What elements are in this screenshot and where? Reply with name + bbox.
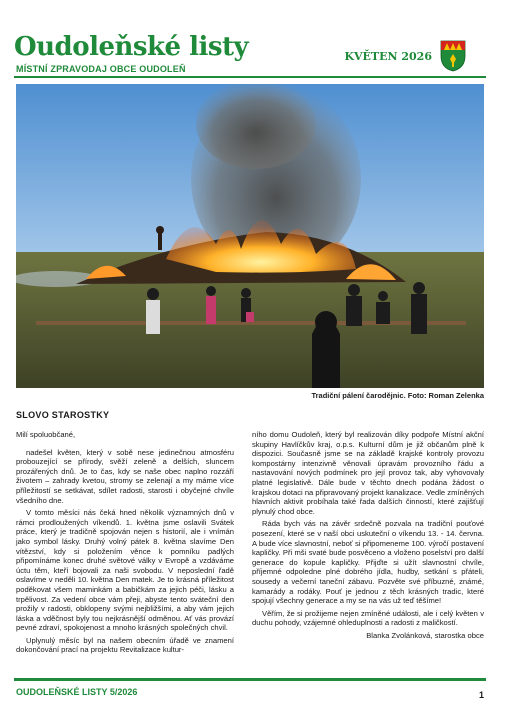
paragraph: Uplynulý měsíc byl na našem obecním úřadě ve znamení dokončování prací na projektu Revitalizace kultur-: [16, 635, 234, 655]
footer-issue-label: OUDOLEŇSKÉ LISTY 5/2026: [16, 687, 138, 697]
masthead-divider: [14, 76, 486, 78]
signature: Blanka Zvolánková, starostka obce: [366, 630, 484, 640]
paragraph: nadešel květen, který v sobě nese jedinečnou atmosféru probouzející se přírody, svěží zeleně a delších, sluncem prozářených dnů. Je to čas, kdy se naše obec naplno rozzáří životem – zahrady kvetou, stromy se zelenají a my máme více příležitostí se setkávat, sdílet radosti, starosti i obyčejné chvíle všedního dne.: [16, 447, 234, 505]
issue-month: KVĚTEN 2026: [344, 50, 432, 63]
paragraph: ního domu Oudoleň, který byl realizován díky podpoře Místní akční skupiny Havlíčkův kraj, o.p.s. Kulturní dům je již občanům plně k dispozici. Současně jsme se na základě krajské kontroly provozu kompostárny intenzivně věnovali úpravám provozního řádu a nastavování nových podmínek pro její provoz tak, aby vyhovovaly platné legislativě. Dále bude v těchto dnech podána žádost o krajskou dotaci na připravovaný projekt kanalizace. Vedle zmíněných hlavních aktivit probíhala také řada dalších činností, které zajišťují plynulý chod obce.: [252, 430, 484, 516]
article-title: SLOVO STAROSTKY: [16, 410, 110, 420]
page-number: 1: [478, 690, 484, 700]
paragraph: V tomto měsíci nás čeká hned několik významných dnů v rámci prodloužených víkendů. 1. května jsme oslavili Svátek práce, který je tradičně spojován nejen s historií, ale i vnímán jako symbol lásky. Druhý volný pátek 8. května slavíme Den vítězství, kdy si položením věnce k pomníku padlých připomínáme konec druhé světové války v Evropě a vzdáváme úctu těm, kteří bojovali za naši svobodu. V neposlední řadě oslavíme v neděli 10. května Den matek. Je to krásná příležitost poděkovat všem maminkám a babičkám za jejich péči, lásku a trpělivost. Za vedení obce vám přeji, abyste tento sváteční den prožily v radosti, obklopeny svými nejbližšími, a aby vám jejich láska a vděčnost byly tou nejkrásnější odměnou. Ať vás provází pevné zdraví, spokojenost a mnoho krásných společných chvil.: [16, 508, 234, 633]
village-crest-icon: [440, 40, 466, 72]
paragraph: Ráda bych vás na závěr srdečně pozvala na tradiční pouťové posezení, které se v naší obci uskuteční o víkendu 13. - 14. června. A bude více slavnostní, neboť si připomeneme 100. výročí postavení kapličky. Při mši svaté bude posvěceno a vloženo poselství pro další generace do kopule kapličky. Přijďte si užít slavnostní chvíle, příjemné odpoledne plné dobrého jídla, hudby, setkání s přáteli, sousedy a večerní taneční zábavu. Pozvěte své příbuzné, známé, kamarády a rodáky. Pouť je jednou z těch krásných tradic, které spojují všechny generace a my se na vás už teď těšíme!: [252, 519, 484, 606]
paragraph: Věřím, že si prožijeme nejen zmíněné události, ale i celý květen v duchu pohody, vzájemné ohleduplnosti a radosti z maličkostí.: [252, 608, 484, 628]
article-column-right: [252, 430, 484, 640]
photo-caption: Tradiční pálení čarodějnic. Foto: Roman Zelenka: [311, 391, 484, 400]
masthead-title: Oudoleňské listy: [14, 32, 249, 62]
greeting: Milí spoluobčané,: [16, 430, 76, 439]
footer-divider: [14, 678, 486, 681]
article-column-left: [16, 430, 234, 658]
masthead-subtitle: MÍSTNÍ ZPRAVODAJ OBCE OUDOLEŇ: [16, 64, 186, 74]
bonfire-photo: [16, 84, 484, 388]
